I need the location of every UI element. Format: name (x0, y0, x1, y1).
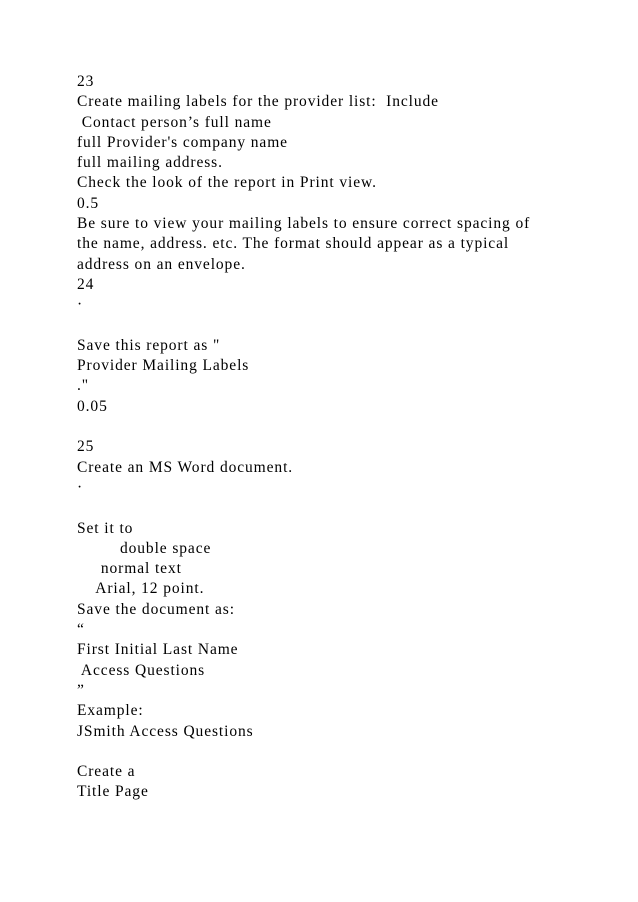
text-line: Be sure to view your mailing labels to ensure correct spacing of (77, 215, 531, 233)
blank-line (77, 316, 617, 336)
document-body (77, 72, 617, 803)
points-value: 0.5 (77, 194, 100, 212)
bullet-mark: · (77, 296, 84, 314)
blank-line (77, 742, 617, 762)
text-line: address on an envelope. (77, 255, 246, 273)
text-line: ." (77, 377, 90, 395)
text-line: Create mailing labels for the provider list: Include (77, 93, 439, 111)
text-line: First Initial Last Name (77, 641, 239, 659)
text-line: Save the document as: (77, 600, 235, 618)
text-line: Access Questions (77, 661, 206, 679)
item-number-23: 23 (77, 73, 95, 90)
text-line: Title Page (77, 783, 149, 801)
bullet-mark: · (77, 478, 84, 496)
text-line: double space (77, 539, 212, 557)
text-line: Save this report as " (77, 336, 221, 354)
text-line: Check the look of the report in Print view. (77, 174, 377, 192)
blank-line (77, 498, 617, 518)
text-line: Provider Mailing Labels (77, 357, 250, 375)
item-number-24: 24 (77, 275, 95, 293)
text-line: Create an MS Word document. (77, 458, 294, 476)
quote-mark: ” (77, 681, 85, 699)
text-line: Contact person’s full name (77, 113, 272, 131)
blank-line (77, 417, 617, 437)
text-line: full mailing address. (77, 154, 223, 172)
text-line: Example: (77, 702, 144, 720)
item-number-25: 25 (77, 438, 95, 456)
text-line: the name, address. etc. The format should appear as a typical (77, 235, 510, 253)
text-line: JSmith Access Questions (77, 722, 254, 740)
points-value: 0.05 (77, 397, 108, 415)
text-line: full Provider's company name (77, 133, 288, 151)
text-line: Create a (77, 763, 136, 781)
quote-mark: “ (77, 621, 85, 639)
text-line: normal text (77, 560, 182, 578)
text-line: Arial, 12 point. (77, 580, 205, 598)
text-line: Set it to (77, 519, 134, 537)
